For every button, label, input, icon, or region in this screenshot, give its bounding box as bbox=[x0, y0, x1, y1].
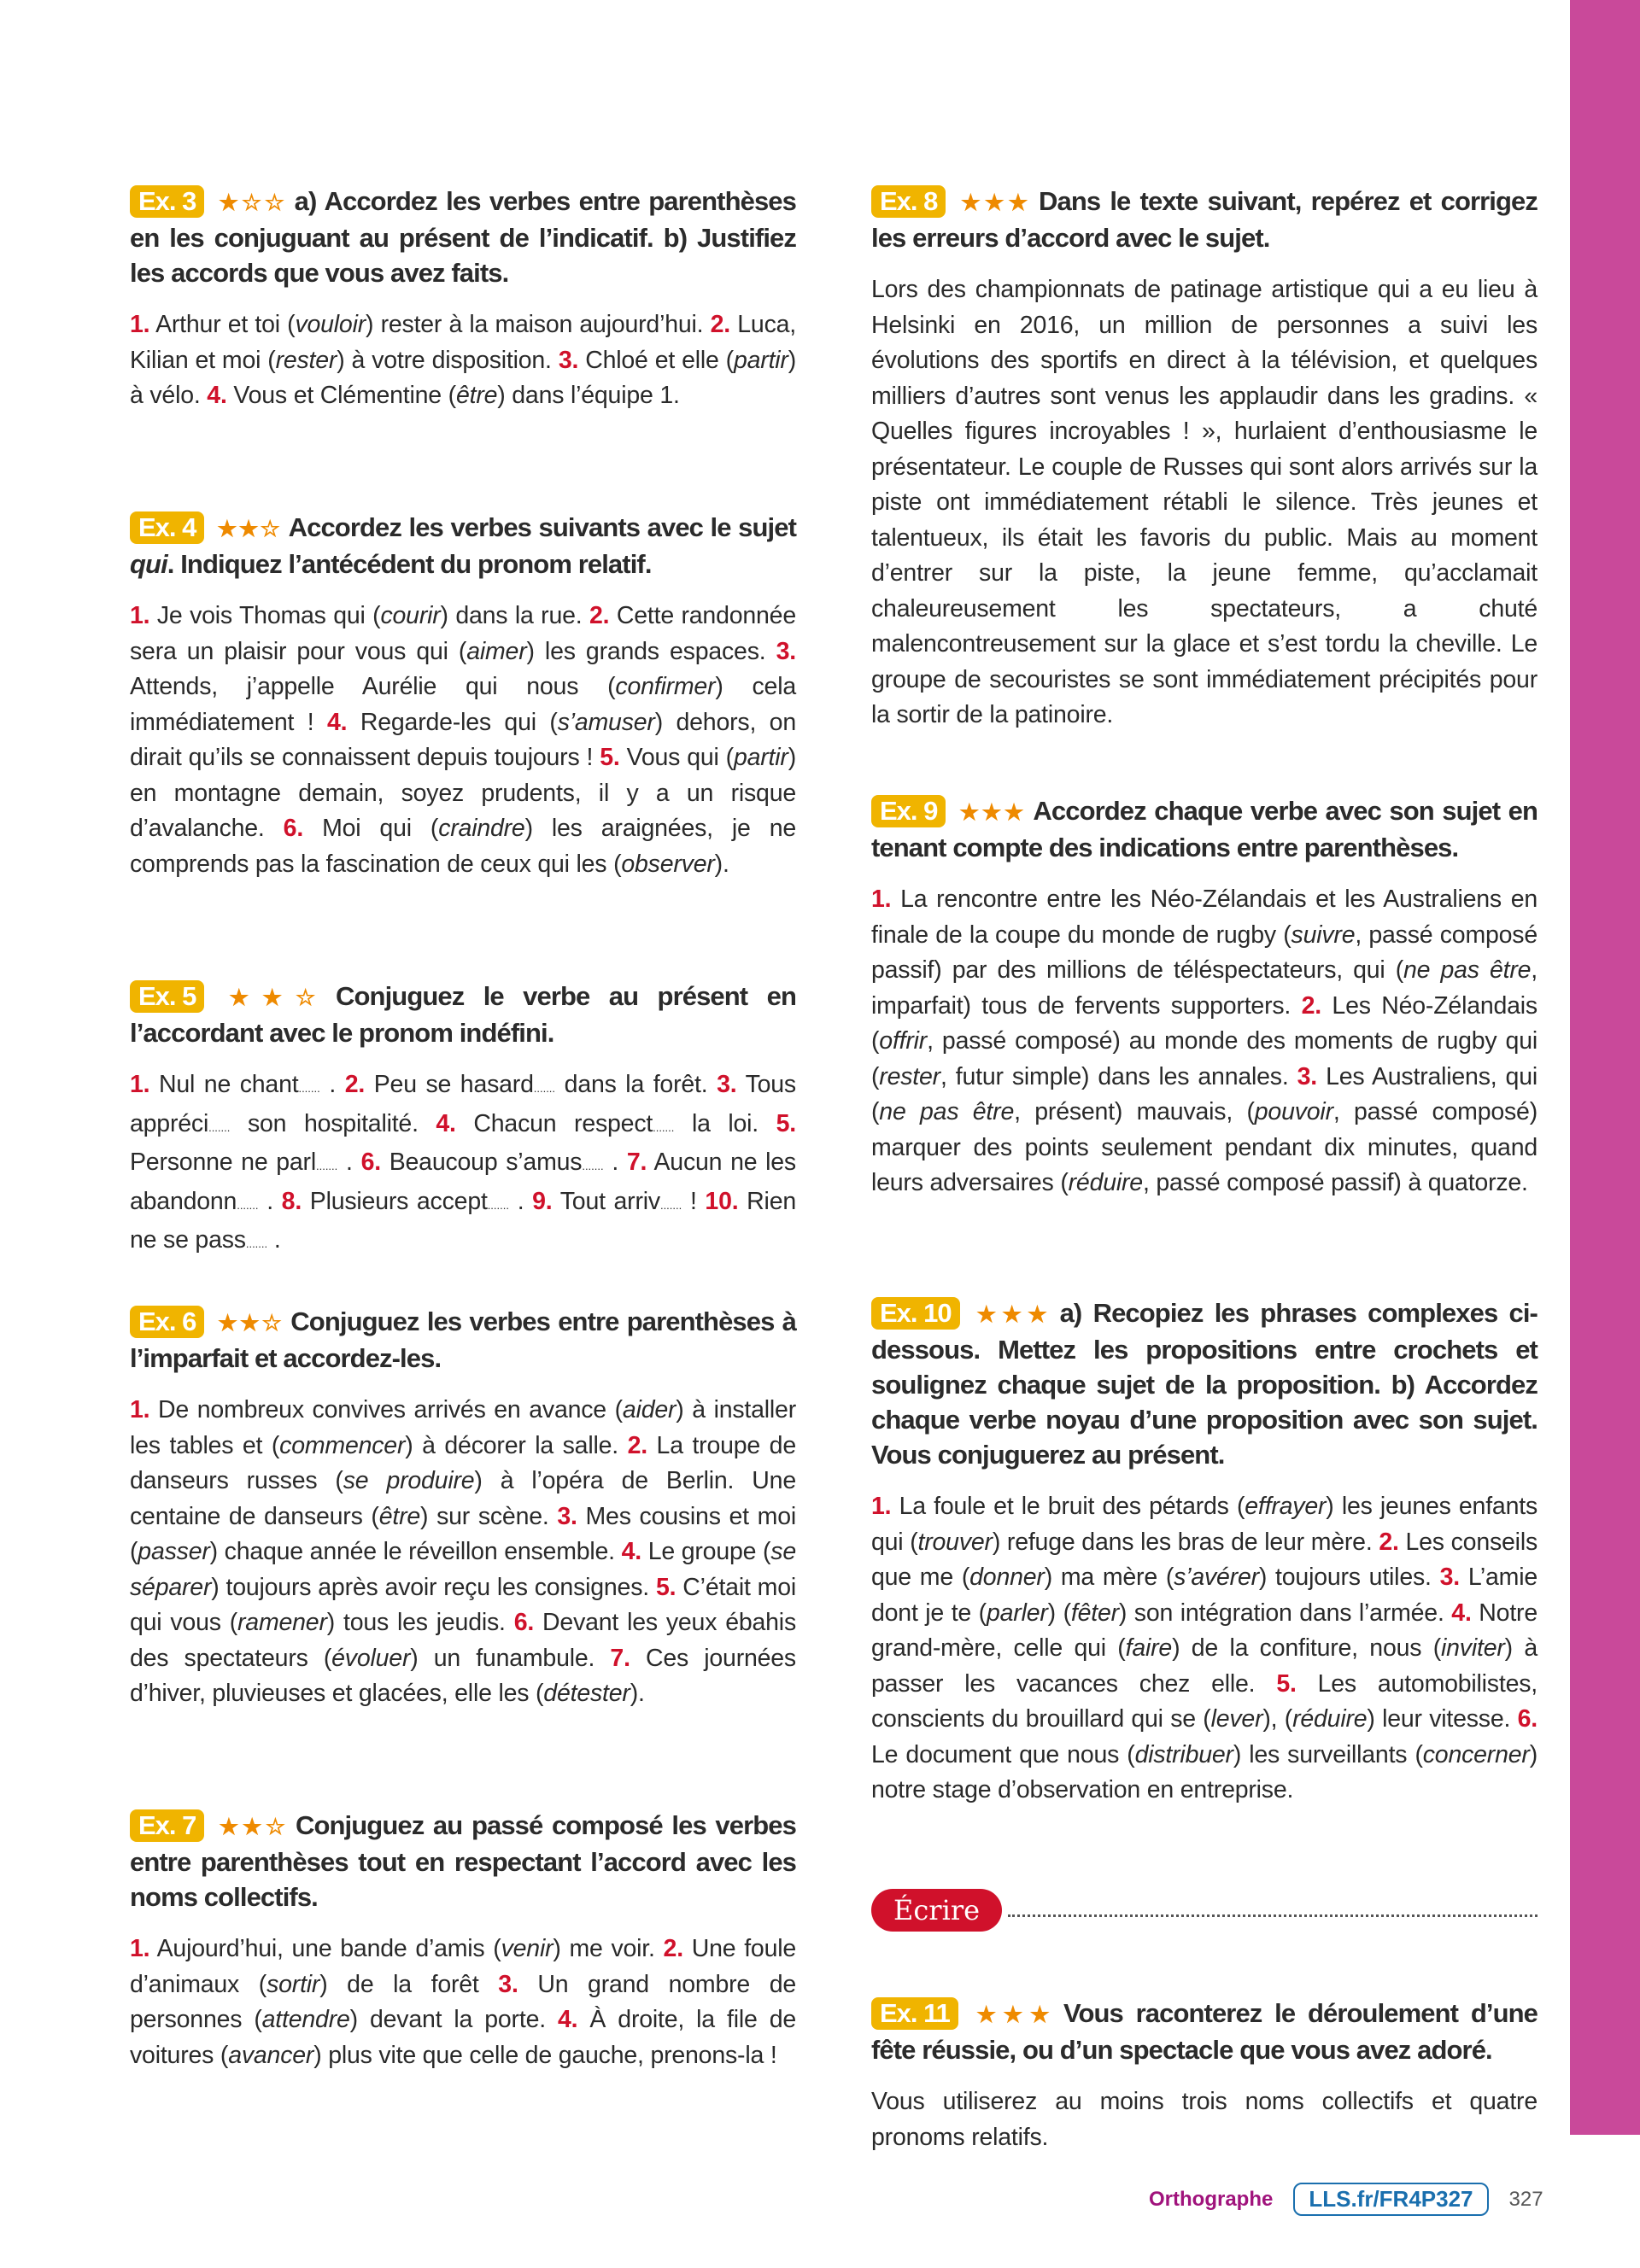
exercise-badge: Ex. 8 bbox=[871, 185, 946, 218]
body-text: . bbox=[508, 1187, 533, 1215]
verb-hint: suivre bbox=[1291, 921, 1356, 949]
body-text: Ces journées d’hiver, pluvieuses et glacées, elle les ( bbox=[130, 1644, 796, 1707]
item-number: 3. bbox=[557, 1502, 577, 1530]
exercise-instruction bbox=[130, 1304, 796, 1376]
exercise-instruction bbox=[130, 979, 796, 1050]
section-header-ecrire bbox=[871, 1889, 1538, 1932]
footer-link[interactable]: LLS.fr/FR4P327 bbox=[1293, 2183, 1488, 2216]
difficulty-stars-icon: ★★★ bbox=[969, 2002, 1057, 2027]
body-text: ) ma mère ( bbox=[1044, 1564, 1174, 1591]
item-number: 5. bbox=[600, 744, 620, 771]
body-text: Aucun ne les abandonn bbox=[130, 1149, 796, 1215]
body-text: ) ( bbox=[1047, 1599, 1071, 1627]
blank-dots: ....... bbox=[298, 1082, 320, 1095]
exercise-instruction bbox=[130, 1808, 796, 1914]
body-text: Vous qui ( bbox=[619, 744, 734, 771]
body-text: Les Néo-Zélandais ( bbox=[871, 991, 1538, 1055]
body-text: Notre grand-mère, celle qui ( bbox=[871, 1599, 1538, 1662]
exercise-badge: Ex. 3 bbox=[130, 185, 204, 218]
verb-hint: lever bbox=[1210, 1705, 1263, 1733]
verb-hint: observer bbox=[621, 850, 715, 878]
exercise-11 bbox=[871, 1996, 1538, 2155]
verb-hint: distribuer bbox=[1134, 1740, 1233, 1768]
instruction-text: a) Accordez les verbes entre parenthèses en les conjuguant au présent de l’indicatif. b) Justifiez les accords que vous avez faits. bbox=[130, 186, 796, 288]
body-text: Je vois Thomas qui ( bbox=[149, 602, 381, 629]
item-number: 2. bbox=[627, 1431, 647, 1459]
instruction-text: Conjuguez au passé composé les verbes entre parenthèses tout en respectant l’accord avec les noms collectifs. bbox=[130, 1810, 796, 1912]
item-number: 3. bbox=[1439, 1564, 1460, 1591]
body-text: ) sur scène. bbox=[420, 1502, 558, 1530]
verb-hint: venir bbox=[501, 1935, 554, 1962]
body-text: C’était moi qui vous ( bbox=[130, 1573, 796, 1636]
body-text: , futur simple) dans les annales. bbox=[940, 1062, 1297, 1090]
verb-hint: ramener bbox=[237, 1609, 327, 1636]
body-text: . bbox=[319, 1071, 345, 1098]
blank-dots: ....... bbox=[659, 1198, 682, 1212]
page-number: 327 bbox=[1508, 2187, 1543, 2211]
item-number: 4. bbox=[558, 2006, 578, 2033]
item-number: 5. bbox=[655, 1573, 676, 1601]
exercise-body bbox=[130, 599, 796, 882]
item-number: 3. bbox=[558, 346, 579, 374]
body-text: Personne ne parl bbox=[130, 1149, 316, 1176]
body-text: ) un funambule. bbox=[410, 1644, 611, 1672]
body-text: ) à votre disposition. bbox=[337, 346, 559, 374]
exercise-badge: Ex. 7 bbox=[130, 1809, 204, 1842]
body-text: Vous utiliserez au moins trois noms collectifs et quatre pronoms relatifs. bbox=[871, 2088, 1538, 2151]
body-text: , imparfait) tous de fervents supporters. bbox=[871, 956, 1538, 1020]
body-text: Regarde-les qui ( bbox=[347, 708, 558, 736]
item-number: 8. bbox=[281, 1187, 302, 1215]
body-text: . bbox=[603, 1149, 627, 1176]
verb-hint: parler bbox=[986, 1599, 1048, 1627]
instruction-text: Accordez chaque verbe avec son sujet en tenant compte des indications entre parenthèses. bbox=[871, 796, 1538, 862]
verb-hint: détester bbox=[543, 1680, 630, 1707]
body-text: . bbox=[258, 1187, 282, 1215]
item-number: 1. bbox=[130, 1071, 150, 1098]
body-text: Mes cousins et moi ( bbox=[130, 1502, 796, 1565]
instruction-text: qui bbox=[130, 549, 167, 579]
exercise-badge: Ex. 11 bbox=[871, 1997, 958, 2030]
body-text: Chloé et elle ( bbox=[578, 346, 734, 374]
body-text: . bbox=[337, 1149, 361, 1176]
item-number: 9. bbox=[532, 1187, 553, 1215]
body-text: ) me voir. bbox=[553, 1935, 664, 1962]
body-text: ) plus vite que celle de gauche, prenons-la ! bbox=[313, 2041, 777, 2069]
verb-hint: rester bbox=[275, 346, 337, 374]
blank-dots: ....... bbox=[487, 1198, 509, 1212]
blank-dots: ....... bbox=[582, 1160, 604, 1172]
body-text: , passé composé) marquer des points seulement pendant dix minutes, quand leurs adversaires ( bbox=[871, 1098, 1538, 1196]
item-number: 3. bbox=[1297, 1062, 1318, 1090]
exercise-body bbox=[130, 1932, 796, 2073]
body-text: À droite, la file de voitures ( bbox=[130, 2006, 796, 2069]
exercise-badge: Ex. 5 bbox=[130, 980, 204, 1013]
verb-hint: effrayer bbox=[1245, 1493, 1327, 1520]
instruction-text: Accordez les verbes suivants avec le sujet bbox=[288, 512, 796, 542]
verb-hint: rester bbox=[879, 1062, 940, 1090]
exercise-instruction bbox=[130, 184, 796, 290]
verb-hint: faire bbox=[1125, 1634, 1173, 1662]
body-text: La rencontre entre les Néo-Zélandais et les Australiens en finale de la coupe du monde de rugby ( bbox=[871, 886, 1538, 949]
body-text: ) cela immédiatement ! bbox=[130, 673, 796, 736]
item-number: 4. bbox=[621, 1538, 641, 1565]
difficulty-stars-icon: ★☆☆ bbox=[216, 190, 288, 215]
body-text: ) de la forêt bbox=[319, 1970, 499, 1998]
body-text: ) de la confiture, nous ( bbox=[1172, 1634, 1442, 1662]
body-text: ) toujours après avoir reçu les consignes. bbox=[211, 1573, 656, 1601]
verb-hint: inviter bbox=[1441, 1634, 1505, 1662]
body-text: son hospitalité. bbox=[230, 1109, 436, 1137]
body-text: Aujourd’hui, une bande d’amis ( bbox=[149, 1935, 501, 1962]
body-text: Nul ne chant bbox=[149, 1071, 299, 1098]
item-number: 3. bbox=[776, 637, 796, 665]
verb-hint: évoluer bbox=[331, 1644, 411, 1672]
body-text: Les Australiens, qui ( bbox=[871, 1062, 1538, 1125]
body-text: Plusieurs accept bbox=[302, 1187, 488, 1215]
body-text: . bbox=[267, 1226, 281, 1254]
verb-hint: offrir bbox=[879, 1027, 928, 1055]
blank-dots: ....... bbox=[653, 1120, 675, 1134]
item-number: 2. bbox=[1301, 991, 1321, 1020]
item-number: 2. bbox=[344, 1071, 366, 1098]
body-text: Une foule d’animaux ( bbox=[130, 1935, 797, 1998]
verb-hint: ne pas être bbox=[1403, 956, 1532, 984]
item-number: 2. bbox=[589, 602, 610, 629]
verb-hint: réduire bbox=[1292, 1705, 1368, 1733]
item-number: 6. bbox=[513, 1609, 535, 1636]
verb-hint: donner bbox=[969, 1564, 1045, 1591]
body-text: ) les araignées, je ne comprends pas la fascination de ceux qui les ( bbox=[130, 815, 797, 878]
item-number: 3. bbox=[717, 1071, 737, 1098]
section-label: Écrire bbox=[871, 1889, 1002, 1932]
body-text: ) devant la porte. bbox=[349, 2006, 558, 2033]
exercise-instruction bbox=[871, 793, 1538, 865]
exercise-8 bbox=[871, 184, 1538, 734]
body-text: Le document que nous ( bbox=[871, 1740, 1135, 1768]
verb-hint: partir bbox=[733, 744, 788, 771]
exercise-body bbox=[871, 1489, 1538, 1809]
difficulty-stars-icon: ★★☆ bbox=[216, 985, 330, 1010]
blank-dots: ....... bbox=[237, 1198, 259, 1212]
dotted-divider bbox=[1008, 1914, 1538, 1917]
body-text: ), ( bbox=[1262, 1705, 1293, 1733]
body-text: Chacun respect bbox=[455, 1109, 653, 1137]
body-text: ) à installer les tables et ( bbox=[130, 1396, 796, 1459]
body-text: Le groupe ( bbox=[641, 1538, 771, 1565]
body-text: Un grand nombre de personnes ( bbox=[130, 1970, 797, 2033]
exercise-5 bbox=[130, 979, 796, 1262]
instruction-text: . Indiquez l’antécédent du pronom relatif. bbox=[167, 549, 652, 579]
item-number: 7. bbox=[610, 1644, 630, 1672]
verb-hint: craindre bbox=[438, 815, 525, 842]
body-text: La foule et le bruit des pétards ( bbox=[891, 1493, 1245, 1520]
verb-hint: se séparer bbox=[130, 1538, 796, 1601]
body-text: Devant les yeux ébahis des spectateurs ( bbox=[130, 1609, 796, 1672]
footer-subject: Orthographe bbox=[1149, 2187, 1274, 2211]
body-text: ) à décorer la salle. bbox=[405, 1431, 628, 1459]
exercise-instruction bbox=[130, 510, 796, 582]
verb-hint: trouver bbox=[917, 1528, 993, 1556]
body-text: La troupe de danseurs russes ( bbox=[130, 1431, 796, 1494]
verb-hint: avancer bbox=[228, 2041, 314, 2069]
item-number: 7. bbox=[626, 1149, 647, 1176]
verb-hint: confirmer bbox=[615, 673, 716, 700]
body-text: Moi qui ( bbox=[303, 815, 439, 842]
exercise-badge: Ex. 4 bbox=[130, 511, 204, 544]
blank-dots: ....... bbox=[315, 1160, 338, 1172]
body-text: ) dehors, on dirait qu’ils se connaissent depuis toujours ! bbox=[130, 708, 796, 771]
verb-hint: se produire bbox=[343, 1467, 475, 1494]
exercise-instruction bbox=[871, 184, 1538, 255]
body-text: L’amie dont je te ( bbox=[871, 1564, 1538, 1627]
body-text: Arthur et toi ( bbox=[149, 311, 296, 338]
exercise-badge: Ex. 10 bbox=[871, 1297, 960, 1330]
item-number: 4. bbox=[436, 1109, 456, 1137]
instruction-text: Conjuguez les verbes entre parenthèses à l’imparfait et accordez-les. bbox=[130, 1306, 796, 1373]
body-text: ). bbox=[630, 1680, 645, 1707]
body-text: Rien ne se pass bbox=[130, 1187, 796, 1254]
item-number: 4. bbox=[326, 708, 348, 736]
exercise-instruction bbox=[871, 1295, 1538, 1472]
exercise-9 bbox=[871, 793, 1538, 1201]
verb-hint: s’avérer bbox=[1174, 1564, 1259, 1591]
verb-hint: aimer bbox=[466, 637, 527, 665]
body-text: ! bbox=[682, 1187, 706, 1215]
body-text: ) en montagne demain, soyez prudents, il y a un risque d’avalanche. bbox=[130, 744, 796, 842]
item-number: 2. bbox=[710, 311, 731, 338]
exercise-7 bbox=[130, 1808, 796, 2073]
body-text: ) leur vitesse. bbox=[1367, 1705, 1518, 1733]
body-text: Luca, Kilian et moi ( bbox=[130, 311, 797, 374]
item-number: 1. bbox=[130, 1935, 150, 1962]
item-number: 1. bbox=[130, 602, 150, 629]
exercise-instruction bbox=[871, 1996, 1538, 2067]
body-text: Attends, j’appelle Aurélie qui nous ( bbox=[130, 673, 616, 700]
exercise-body bbox=[871, 272, 1538, 734]
item-number: 1. bbox=[130, 311, 150, 338]
exercise-badge: Ex. 6 bbox=[130, 1306, 204, 1338]
body-text: ) refuge dans les bras de leur mère. bbox=[992, 1528, 1379, 1556]
verb-hint: pouvoir bbox=[1254, 1098, 1333, 1125]
body-text: Peu se hasard bbox=[365, 1071, 534, 1098]
body-text: Vous et Clémentine ( bbox=[226, 382, 456, 409]
body-text: ) son intégration dans l’armée. bbox=[1118, 1599, 1452, 1627]
item-number: 5. bbox=[776, 1109, 797, 1137]
verb-hint: partir bbox=[733, 346, 788, 374]
exercise-6 bbox=[130, 1304, 796, 1712]
item-number: 3. bbox=[498, 1970, 518, 1998]
page-footer bbox=[1149, 2183, 1543, 2216]
verb-hint: fêter bbox=[1070, 1599, 1119, 1627]
body-text: De nombreux convives arrivés en avance ( bbox=[149, 1396, 623, 1423]
exercise-3 bbox=[130, 184, 796, 414]
body-text: ) à passer les vacances chez elle. bbox=[871, 1634, 1538, 1698]
body-text: ) les jeunes enfants qui ( bbox=[871, 1493, 1538, 1556]
body-text: ) chaque année le réveillon ensemble. bbox=[209, 1538, 622, 1565]
verb-hint: concerner bbox=[1422, 1740, 1530, 1768]
body-text: Beaucoup s’amus bbox=[380, 1149, 583, 1176]
instruction-text: Conjuguez le verbe au présent en l’accordant avec le pronom indéfini. bbox=[130, 981, 796, 1048]
body-text: ). bbox=[714, 850, 729, 878]
body-text: , passé composé) au monde des moments de rugby qui ( bbox=[871, 1027, 1538, 1090]
exercise-10 bbox=[871, 1295, 1538, 1809]
body-text: ) dans la rue. bbox=[440, 602, 589, 629]
difficulty-stars-icon: ★★★ bbox=[958, 799, 1027, 825]
exercise-body bbox=[130, 307, 796, 414]
body-text: ) les grands espaces. bbox=[526, 637, 776, 665]
body-text: ) les surveillants ( bbox=[1233, 1740, 1423, 1768]
instruction-text: Dans le texte suivant, repérez et corrigez les erreurs d’accord avec le sujet. bbox=[871, 186, 1538, 253]
difficulty-stars-icon: ★★☆ bbox=[216, 516, 282, 541]
side-color-band bbox=[1570, 0, 1640, 2135]
verb-hint: passer bbox=[138, 1538, 210, 1565]
difficulty-stars-icon: ★★★ bbox=[958, 190, 1032, 215]
verb-hint: vouloir bbox=[295, 311, 366, 338]
item-number: 2. bbox=[663, 1935, 683, 1962]
blank-dots: ....... bbox=[245, 1237, 268, 1250]
item-number: 5. bbox=[1276, 1669, 1297, 1698]
verb-hint: attendre bbox=[261, 2006, 350, 2033]
item-number: 6. bbox=[1517, 1705, 1538, 1733]
item-number: 1. bbox=[130, 1396, 150, 1423]
verb-hint: être bbox=[378, 1502, 421, 1530]
verb-hint: réduire bbox=[1068, 1169, 1143, 1196]
item-number: 4. bbox=[207, 382, 227, 409]
item-number: 1. bbox=[871, 886, 892, 913]
verb-hint: commencer bbox=[279, 1431, 406, 1459]
verb-hint: être bbox=[455, 382, 498, 409]
verb-hint: sortir bbox=[266, 1970, 320, 1998]
exercise-body bbox=[871, 882, 1538, 1201]
difficulty-stars-icon: ★★☆ bbox=[216, 1310, 284, 1336]
blank-dots: ....... bbox=[533, 1082, 556, 1095]
body-text: , passé composé passif) à quatorze. bbox=[1142, 1169, 1528, 1196]
item-number: 6. bbox=[360, 1149, 381, 1176]
body-text: ) à l’opéra de Berlin. Une centaine de danseurs ( bbox=[130, 1467, 796, 1530]
body-text: ) à vélo. bbox=[130, 346, 797, 409]
item-number: 1. bbox=[871, 1493, 892, 1520]
body-text: ) tous les jeudis. bbox=[326, 1609, 514, 1636]
verb-hint: ne pas être bbox=[879, 1098, 1015, 1125]
exercise-badge: Ex. 9 bbox=[871, 795, 946, 827]
body-text: Lors des championnats de patinage artistique qui a eu lieu à Helsinki en 2016, un million de personnes a suivi les évolutions des sportifs en direct à la télévision, et quelques milliers d’autres sont venus les applaudir dans les gradins. « Quelles figures incroyables ! », hurlaient d’enthousiasme le présentateur. Le couple de Russes qui sont alors arrivés sur la piste ont immédiatement rétabli le silence. Très jeunes et talentueux, ils était les favoris du public. Mais au moment d’entrer sur la piste, la jeune femme, qu’acclamait chaleureusement les spectateurs, a chuté malencontreusement sur la glace et s’est tordu la cheville. Le groupe de secouristes se sont immédiatement précipités pour la sortir de la patinoire. bbox=[871, 276, 1538, 728]
difficulty-stars-icon: ★★☆ bbox=[216, 1814, 289, 1839]
body-text: Tous appréci bbox=[130, 1071, 796, 1137]
item-number: 6. bbox=[283, 815, 304, 842]
body-text: Tout arriv bbox=[552, 1187, 660, 1215]
body-text: Les conseils que me ( bbox=[871, 1528, 1538, 1591]
verb-hint: s’amuser bbox=[557, 708, 655, 736]
body-text: ) dans l’équipe 1. bbox=[497, 382, 680, 409]
body-text: Cette randonnée sera un plaisir pour vous qui ( bbox=[130, 602, 796, 665]
body-text: , passé composé passif) par des millions de téléspectateurs, qui ( bbox=[871, 921, 1538, 984]
body-text: ) rester à la maison aujourd’hui. bbox=[366, 311, 711, 338]
instruction-text: Vous raconterez le déroulement d’une fête réussie, ou d’un spectacle que vous avez adoré. bbox=[871, 1998, 1538, 2065]
instruction-text: a) Recopiez les phrases complexes ci-dessous. Mettez les propositions entre crochets et soulignez chaque sujet de la proposition. b) Accordez chaque verbe noyau d’une proposition avec son sujet. Vous conjuguerez au présent. bbox=[871, 1298, 1538, 1470]
exercise-body bbox=[130, 1067, 796, 1262]
exercise-body bbox=[130, 1393, 796, 1712]
difficulty-stars-icon: ★★★ bbox=[971, 1301, 1053, 1327]
item-number: 4. bbox=[1451, 1599, 1472, 1627]
verb-hint: courir bbox=[380, 602, 441, 629]
body-text: Les automobilistes, conscients du brouillard qui se ( bbox=[871, 1669, 1538, 1733]
exercise-body bbox=[871, 2084, 1538, 2155]
item-number: 10. bbox=[705, 1187, 739, 1215]
body-text: dans la forêt. bbox=[555, 1071, 718, 1098]
body-text: ) notre stage d’observation en entreprise. bbox=[871, 1740, 1538, 1803]
exercise-4 bbox=[130, 510, 796, 882]
blank-dots: ....... bbox=[208, 1120, 231, 1134]
item-number: 2. bbox=[1379, 1528, 1399, 1556]
body-text: , présent) mauvais, ( bbox=[1014, 1098, 1255, 1125]
body-text: ) toujours utiles. bbox=[1258, 1564, 1440, 1591]
verb-hint: aider bbox=[622, 1396, 676, 1423]
body-text: la loi. bbox=[674, 1109, 776, 1137]
